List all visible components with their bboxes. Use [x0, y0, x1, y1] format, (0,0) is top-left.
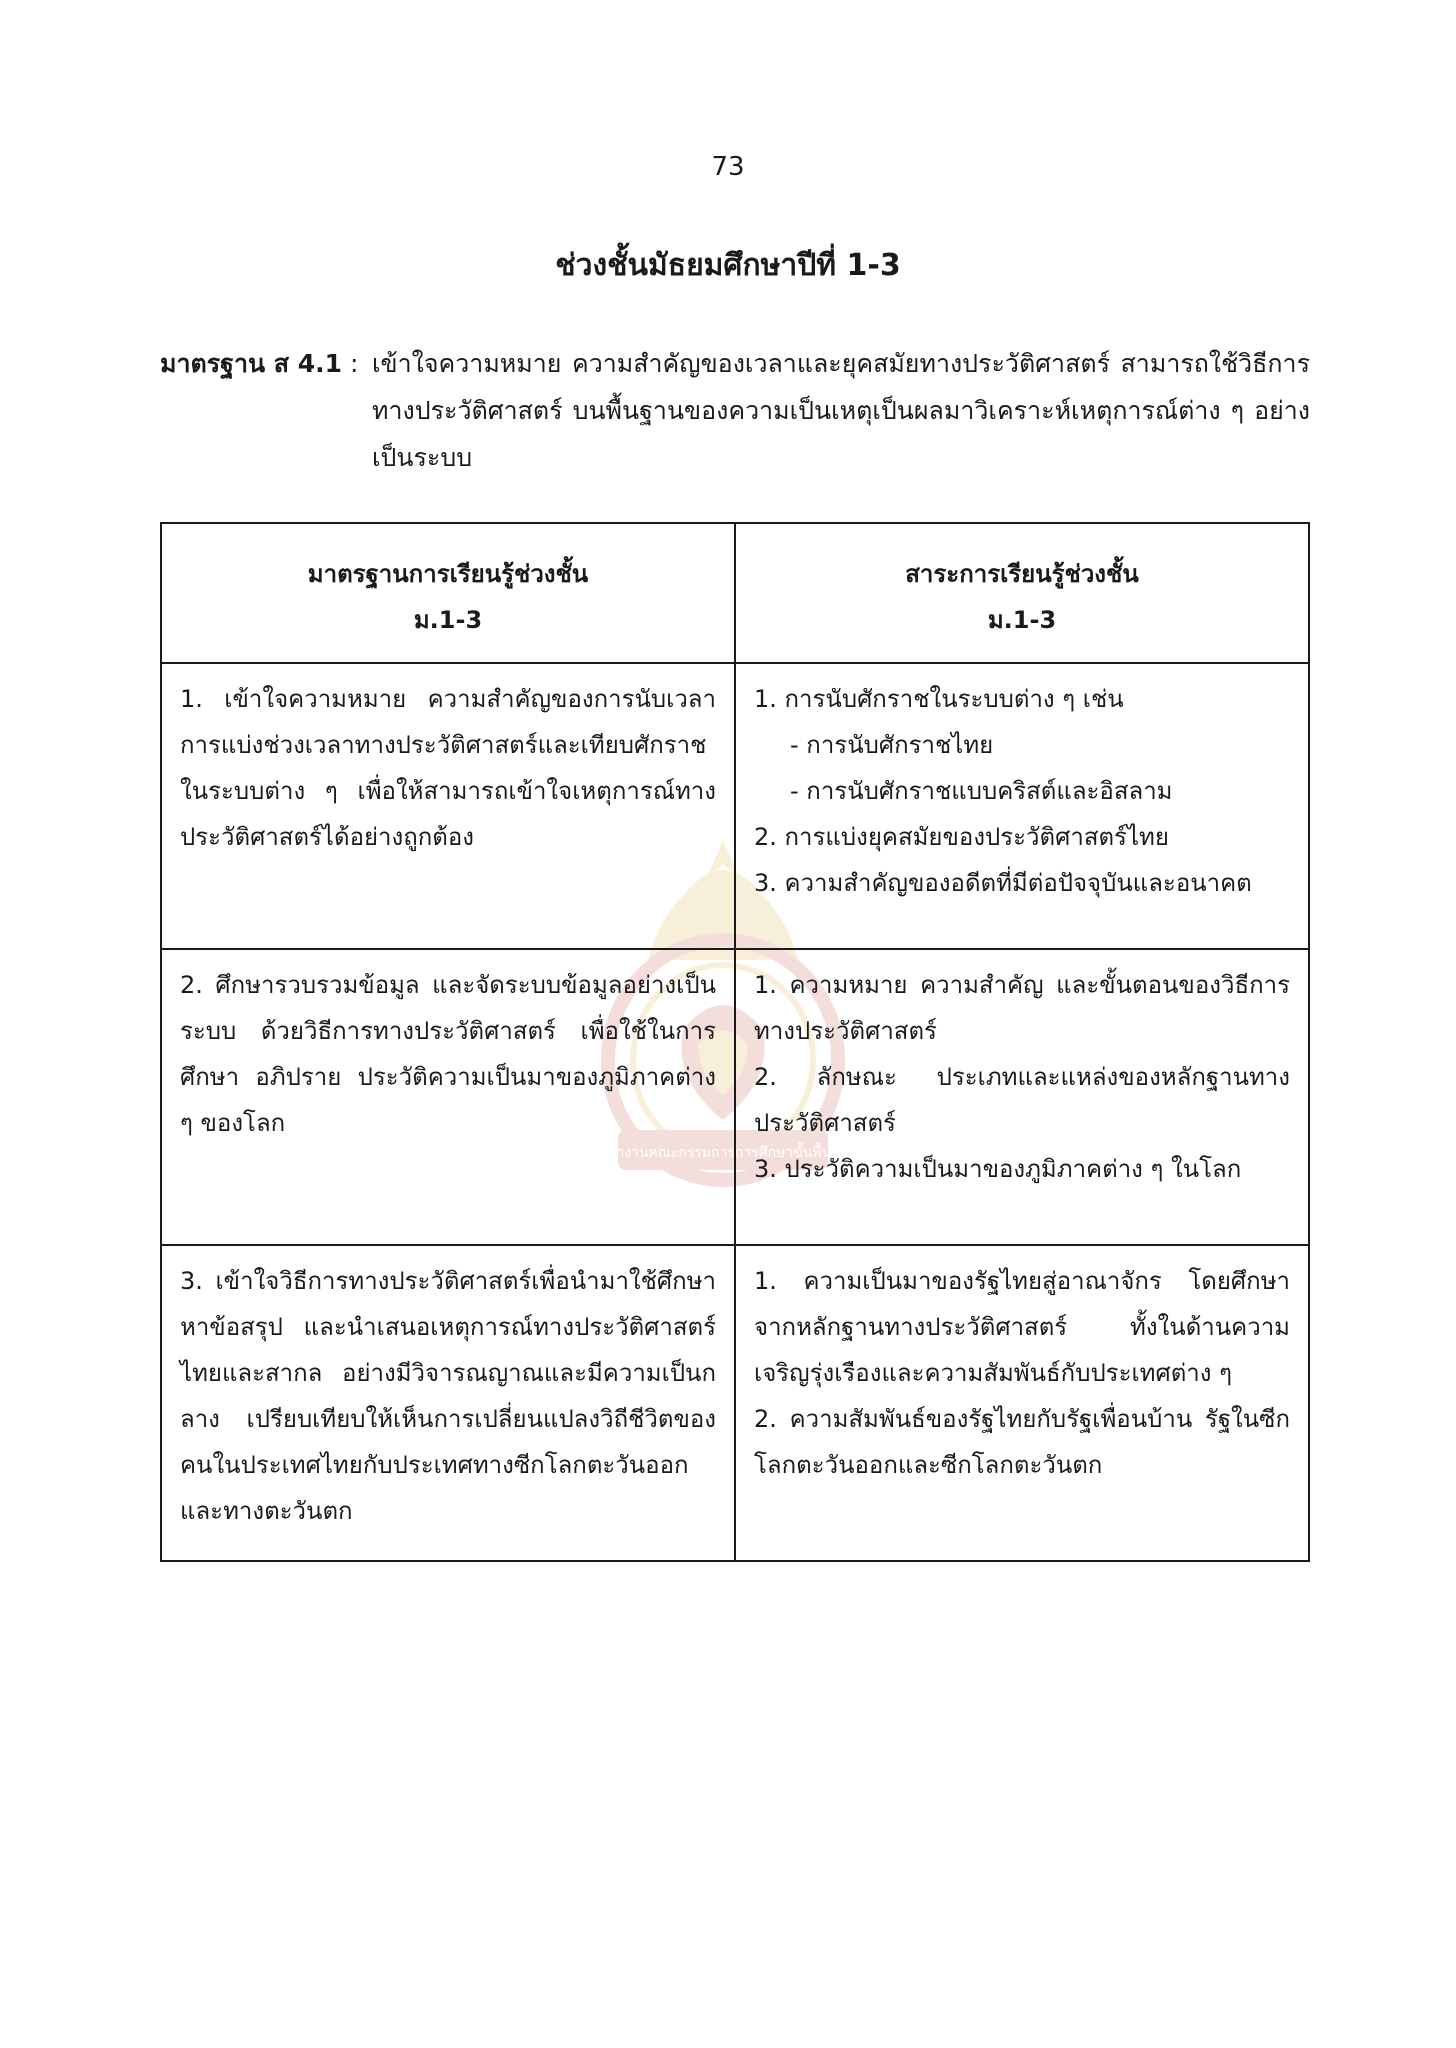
content-subitem: - การนับศักราชไทย: [790, 731, 994, 759]
content-cell: [735, 1245, 1309, 1561]
standard-cell: [161, 1245, 735, 1561]
standard-colon: :: [342, 349, 359, 378]
standard-cell: [161, 663, 735, 949]
standard-cell: [161, 949, 735, 1245]
content-item: 2. การแบ่งยุคสมัยของประวัติศาสตร์ไทย: [754, 823, 1169, 851]
header-learning-content: [735, 523, 1309, 663]
table-header-row: [161, 523, 1309, 663]
content-cell: [735, 663, 1309, 949]
page-number: 73: [711, 152, 745, 182]
watermark-text: สำนักงานคณะกรรมการการศึกษาขั้นพื้นฐาน: [589, 1145, 857, 1161]
page-title: ช่วงชั้นมัธยมศึกษาปีที่ 1-3: [555, 248, 901, 283]
content-item: 2. ลักษณะ ประเภทและแหล่งของหลักฐานทางประวัติศาสตร์: [754, 1063, 1290, 1137]
learning-standards-table: [160, 522, 1310, 1562]
content-item: 3. ประวัติความเป็นมาของภูมิภาคต่าง ๆ ในโลก: [754, 1155, 1242, 1183]
content-item: 1. การนับศักราชในระบบต่าง ๆ เช่น: [754, 685, 1124, 713]
table-row: [161, 949, 1309, 1245]
header-line: ม.1-3: [413, 606, 483, 634]
content-item: 1. ความหมาย ความสำคัญ และขั้นตอนของวิธีการทางประวัติศาสตร์: [754, 971, 1290, 1045]
standard-cell-text: 1. เข้าใจความหมาย ความสำคัญของการนับเวลา การแบ่งช่วงเวลาทางประวัติศาสตร์และเทียบศักราชในระบบต่าง ๆ เพื่อให้สามารถเข้าใจเหตุการณ์ทางประวัติศาสตร์ได้อย่างถูกต้อง: [180, 685, 716, 851]
standard-code: มาตรฐาน ส 4.1: [160, 349, 343, 378]
table-row: [161, 663, 1309, 949]
content-cell: [735, 949, 1309, 1245]
header-line: มาตรฐานการเรียนรู้ช่วงชั้น: [307, 560, 589, 588]
header-learning-standard: [161, 523, 735, 663]
content-subitem: - การนับศักราชแบบคริสต์และอิสลาม: [790, 777, 1173, 805]
header-line: สาระการเรียนรู้ช่วงชั้น: [905, 560, 1139, 588]
standard-cell-text: 3. เข้าใจวิธีการทางประวัติศาสตร์เพื่อนำมาใช้ศึกษาหาข้อสรุป และนำเสนอเหตุการณ์ทางประวัติศาสตร์ไทยและสากล อย่างมีวิจารณญาณและมีความเป็นกลาง เปรียบเทียบให้เห็นการเปลี่ยนแปลงวิถีชีวิตของคนในประเทศไทยกับประเทศทางซีกโลกตะวันออกและทางตะวันตก: [180, 1267, 716, 1525]
content-item: 3. ความสำคัญของอดีตที่มีต่อปัจจุบันและอนาคต: [754, 869, 1252, 897]
standard-cell-text: 2. ศึกษารวบรวมข้อมูล และจัดระบบข้อมูลอย่างเป็นระบบ ด้วยวิธีการทางประวัติศาสตร์ เพื่อใช้ในการศึกษา อภิปราย ประวัติความเป็นมาของภูมิภาคต่าง ๆ ของโลก: [180, 971, 716, 1137]
header-line: ม.1-3: [987, 606, 1057, 634]
standard-statement: [160, 340, 1310, 481]
content-item: 1. ความเป็นมาของรัฐไทยสู่อาณาจักร โดยศึกษาจากหลักฐานทางประวัติศาสตร์ ทั้งในด้านความเจริญรุ่งเรืองและความสัมพันธ์กับประเทศต่าง ๆ: [754, 1267, 1290, 1387]
standard-label: [160, 340, 358, 387]
standard-text: เข้าใจความหมาย ความสำคัญของเวลาและยุคสมัยทางประวัติศาสตร์ สามารถใช้วิธีการทางประวัติศาสตร์ บนพื้นฐานของความเป็นเหตุเป็นผลมาวิเคราะห์เหตุการณ์ต่าง ๆ อย่างเป็นระบบ: [372, 349, 1310, 472]
table-row: [161, 1245, 1309, 1561]
content-item: 2. ความสัมพันธ์ของรัฐไทยกับรัฐเพื่อนบ้าน รัฐในซีกโลกตะวันออกและซีกโลกตะวันตก: [754, 1405, 1290, 1479]
